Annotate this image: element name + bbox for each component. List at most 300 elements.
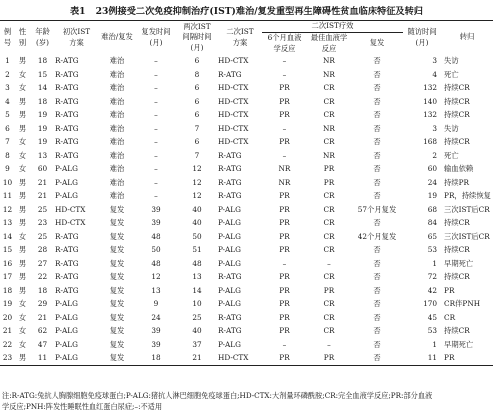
cell-refractory-relapse: 难治 bbox=[109, 137, 125, 146]
cell-first-ist: P-ALG bbox=[55, 191, 78, 200]
header-age: 年龄 (岁) bbox=[35, 27, 50, 47]
cell-second-ist: P-ALG bbox=[218, 218, 241, 227]
cell-age: 21 bbox=[37, 177, 48, 187]
cell-followup: 132 bbox=[423, 110, 438, 119]
cell-followup: 170 bbox=[423, 299, 438, 308]
cell-hem-response-6m: PR bbox=[279, 312, 290, 322]
cell-sex: 男 bbox=[18, 204, 27, 214]
cell-sex: 女 bbox=[18, 231, 27, 241]
cell-outcome: 三次IST后CR bbox=[444, 204, 490, 214]
cell-hem-response-6m: PR bbox=[279, 245, 290, 254]
cell-second-ist: P-ALG bbox=[218, 245, 241, 254]
header-hem-response-6m: 6个月血液 学反应 bbox=[267, 33, 302, 53]
cell-case-no: 21 bbox=[2, 326, 13, 335]
cell-followup: 2 bbox=[432, 150, 438, 160]
cell-best-hem-response: CR bbox=[323, 96, 335, 106]
cell-outcome: 三次IST后CR bbox=[444, 231, 490, 241]
cell-case-no: 14 bbox=[2, 231, 13, 241]
cell-interval: 40 bbox=[192, 204, 202, 214]
table-header bbox=[0, 21, 493, 55]
cell-age: 25 bbox=[37, 204, 48, 214]
cell-interval: 25 bbox=[192, 312, 202, 322]
header-followup: 随访时间 (月) bbox=[407, 27, 437, 47]
cell-second-ist: P-ALG bbox=[218, 204, 241, 214]
cell-age: 29 bbox=[37, 299, 48, 308]
cell-followup: 3 bbox=[432, 123, 438, 133]
cell-second-ist: HD-CTX bbox=[218, 351, 262, 365]
cell-outcome: 早期死亡 bbox=[444, 258, 474, 268]
cell-followup: 53 bbox=[427, 326, 438, 335]
cell-refractory-relapse: 难治 bbox=[109, 191, 125, 200]
cell-age: 28 bbox=[37, 245, 48, 254]
cell-hem-response-6m: PR bbox=[279, 231, 290, 241]
cell-interval: 7 bbox=[194, 150, 200, 160]
cell-relapse: 否 bbox=[373, 299, 381, 308]
note-line: 注:R-ATG:兔抗人胸腺细胞免疫球蛋白;P-ALG:猪抗人淋巴细胞免疫球蛋白;HD-CTX:大剂量环磷酰胺;CR:完全血液学反应;PR:部分血液 bbox=[2, 391, 433, 400]
cell-case-no: 8 bbox=[5, 150, 10, 160]
cell-best-hem-response: NR bbox=[323, 150, 335, 160]
cell-age: 14 bbox=[37, 83, 48, 92]
cell-interval: 12 bbox=[192, 164, 202, 173]
cell-followup: 24 bbox=[427, 177, 438, 187]
cell-age: 47 bbox=[37, 339, 48, 349]
cell-relapse: 否 bbox=[373, 123, 381, 133]
table-row bbox=[0, 176, 493, 190]
cell-relapse: 否 bbox=[373, 69, 381, 79]
cell-relapse: 否 bbox=[373, 110, 381, 119]
cell-sex: 女 bbox=[18, 83, 27, 92]
cell-second-ist: R-ATG bbox=[218, 312, 242, 322]
cell-hem-response-6m: – bbox=[282, 258, 287, 268]
cell-hem-response-6m: PR bbox=[279, 83, 290, 92]
cell-relapse-time: 12 bbox=[151, 272, 161, 281]
cell-second-ist: P-ALG bbox=[218, 339, 241, 349]
cell-second-ist: HD-CTX bbox=[218, 83, 249, 92]
cell-second-ist: R-ATG bbox=[218, 272, 242, 281]
cell-refractory-relapse: 复发 bbox=[109, 339, 125, 349]
cell-followup: 68 bbox=[427, 204, 438, 214]
cell-relapse-time: – bbox=[154, 69, 158, 79]
table-caption bbox=[0, 3, 493, 17]
cell-relapse-time: 48 bbox=[151, 258, 161, 268]
cell-case-no: 7 bbox=[5, 137, 10, 146]
cell-refractory-relapse: 复发 bbox=[109, 218, 125, 227]
cell-hem-response-6m: PR bbox=[279, 110, 290, 119]
cell-hem-response-6m: PR bbox=[279, 191, 290, 200]
table-row bbox=[0, 81, 493, 95]
cell-interval: 50 bbox=[192, 231, 202, 241]
cell-followup: 11 bbox=[403, 351, 441, 365]
cell-relapse-time: – bbox=[154, 150, 158, 160]
cell-best-hem-response: CR bbox=[323, 218, 335, 227]
cell-relapse-time: 9 bbox=[153, 299, 159, 308]
cell-best-hem-response: CR bbox=[323, 231, 335, 241]
cell-outcome: 死亡 bbox=[444, 69, 459, 79]
cell-relapse-time: – bbox=[154, 96, 158, 106]
cell-sex: 男 bbox=[18, 56, 27, 65]
cell-relapse: 否 bbox=[351, 351, 403, 365]
cell-outcome: 持续CR bbox=[444, 272, 470, 281]
cell-best-hem-response: CR bbox=[323, 245, 335, 254]
cell-relapse-time: 39 bbox=[151, 218, 161, 227]
cell-sex: 男 bbox=[18, 245, 27, 254]
cell-case-no: 6 bbox=[5, 123, 10, 133]
cell-relapse-time: 18 bbox=[136, 351, 176, 365]
cell-best-hem-response: CR bbox=[323, 83, 335, 92]
table-row bbox=[0, 68, 493, 82]
cell-sex: 男 bbox=[18, 218, 27, 227]
cell-hem-response-6m: – bbox=[282, 150, 287, 160]
cell-hem-response-6m: – bbox=[282, 56, 287, 65]
cell-sex: 女 bbox=[18, 299, 27, 308]
table-row bbox=[0, 122, 493, 136]
cell-interval: 6 bbox=[194, 96, 200, 106]
cell-age: 25 bbox=[37, 231, 48, 241]
cell-outcome: 死亡 bbox=[444, 150, 459, 160]
cell-outcome: 持续CR bbox=[444, 218, 470, 227]
cell-outcome: 持续PR bbox=[444, 177, 470, 187]
cell-age: 62 bbox=[37, 326, 48, 335]
table-row bbox=[0, 203, 493, 217]
cell-second-ist: R-ATG bbox=[218, 326, 242, 335]
cell-case-no: 18 bbox=[2, 285, 13, 295]
cell-refractory-relapse: 难治 bbox=[109, 69, 125, 79]
cell-outcome: 输血依赖 bbox=[444, 164, 474, 173]
cell-first-ist: P-ALG bbox=[55, 339, 78, 349]
cell-sex: 男 bbox=[18, 272, 27, 281]
cell-second-ist: R-ATG bbox=[218, 164, 242, 173]
cell-hem-response-6m: – bbox=[282, 69, 287, 79]
cell-case-no: 20 bbox=[2, 312, 13, 322]
cell-refractory-relapse: 难治 bbox=[109, 83, 125, 92]
cell-case-no: 9 bbox=[5, 164, 10, 173]
cell-second-ist: R-ATG bbox=[218, 150, 242, 160]
cell-case-no: 19 bbox=[2, 299, 13, 308]
cell-first-ist: R-ATG bbox=[55, 285, 79, 295]
cell-relapse-time: 39 bbox=[151, 339, 161, 349]
cell-age: 13 bbox=[37, 150, 48, 160]
cell-age: 23 bbox=[37, 218, 48, 227]
cell-interval: 14 bbox=[192, 285, 202, 295]
cell-best-hem-response: NR bbox=[323, 56, 335, 65]
table-row bbox=[0, 338, 493, 352]
cell-best-hem-response: CR bbox=[323, 191, 335, 200]
cell-hem-response-6m: NR bbox=[278, 177, 291, 187]
cell-outcome: PR bbox=[444, 285, 455, 295]
cell-outcome: PR，持续恢复 bbox=[444, 191, 491, 200]
cell-refractory-relapse: 复发 bbox=[109, 312, 125, 322]
cell-sex: 女 bbox=[18, 312, 27, 322]
cell-followup: 168 bbox=[423, 137, 438, 146]
table-row bbox=[0, 135, 493, 149]
cell-age: 19 bbox=[37, 137, 48, 146]
cell-hem-response-6m: NR bbox=[278, 164, 291, 173]
cell-first-ist: R-ATG bbox=[55, 137, 79, 146]
cell-refractory-relapse: 复发 bbox=[109, 285, 125, 295]
cell-first-ist: R-ATG bbox=[55, 83, 79, 92]
cell-best-hem-response: CR bbox=[323, 204, 335, 214]
cell-relapse-time: – bbox=[154, 110, 158, 119]
cell-followup: 1 bbox=[432, 339, 438, 349]
cell-relapse-time: 48 bbox=[151, 231, 161, 241]
cell-interval: 6 bbox=[194, 110, 200, 119]
cell-refractory-relapse: 复发 bbox=[109, 258, 125, 268]
header-relapse-time: 复发时间 (月) bbox=[141, 27, 171, 47]
header-efficacy-group: 二次IST疗效 bbox=[262, 21, 403, 33]
cell-best-hem-response: NR bbox=[323, 69, 335, 79]
cell-age: 60 bbox=[37, 164, 48, 173]
cell-hem-response-6m: PR bbox=[279, 137, 290, 146]
cell-outcome: 持续CR bbox=[444, 326, 470, 335]
cell-case-no: 17 bbox=[2, 272, 13, 281]
cell-sex: 女 bbox=[18, 69, 27, 79]
cell-interval: 12 bbox=[192, 177, 202, 187]
cell-outcome: 持续CR bbox=[444, 83, 470, 92]
cell-age: 18 bbox=[37, 285, 48, 295]
cell-followup: 53 bbox=[427, 245, 438, 254]
table-row bbox=[0, 270, 493, 284]
cell-case-no: 22 bbox=[2, 339, 13, 349]
cell-refractory-relapse: 难治 bbox=[109, 110, 125, 119]
cell-interval: 21 bbox=[176, 351, 218, 365]
cell-relapse: 否 bbox=[373, 164, 381, 173]
clinical-table bbox=[0, 20, 493, 366]
cell-interval: 13 bbox=[192, 272, 202, 281]
cell-case-no: 1 bbox=[5, 56, 10, 65]
cell-hem-response-6m: – bbox=[282, 339, 287, 349]
header-best-hem-response: 最佳血液学 反应 bbox=[310, 33, 348, 53]
cell-relapse: 否 bbox=[373, 272, 381, 281]
table-row bbox=[0, 297, 493, 311]
cell-followup: 140 bbox=[423, 96, 438, 106]
cell-outcome: CR伴PNH bbox=[444, 299, 481, 308]
cell-best-hem-response: CR bbox=[323, 312, 335, 322]
table-row bbox=[0, 284, 493, 298]
cell-first-ist: R-ATG bbox=[55, 150, 79, 160]
cell-sex: 男 bbox=[18, 258, 27, 268]
cell-sex: 男 bbox=[18, 191, 27, 200]
cell-followup: 84 bbox=[427, 218, 438, 227]
cell-followup: 60 bbox=[427, 164, 438, 173]
cell-relapse: 否 bbox=[373, 137, 381, 146]
cell-relapse: 否 bbox=[373, 326, 381, 335]
cell-second-ist: HD-CTX bbox=[218, 123, 249, 133]
cell-first-ist: R-ATG bbox=[55, 258, 79, 268]
cell-best-hem-response: CR bbox=[323, 272, 335, 281]
cell-interval: 7 bbox=[194, 123, 200, 133]
cell-age: 22 bbox=[37, 272, 48, 281]
cell-interval: 40 bbox=[192, 218, 202, 227]
header-second-ist: 二次IST 方案 bbox=[226, 27, 254, 47]
cell-relapse-time: – bbox=[154, 56, 158, 65]
cell-relapse: 57个月复发 bbox=[357, 204, 397, 214]
cell-followup: 72 bbox=[427, 272, 438, 281]
cell-sex: 女 bbox=[18, 150, 27, 160]
cell-first-ist: P-ALG bbox=[55, 312, 78, 322]
cell-best-hem-response: PR bbox=[307, 351, 351, 365]
cell-refractory-relapse: 难治 bbox=[109, 164, 125, 173]
cell-interval: 6 bbox=[194, 56, 200, 65]
table-body bbox=[0, 54, 493, 365]
cell-relapse: 否 bbox=[373, 312, 381, 322]
cell-relapse-time: 13 bbox=[151, 285, 161, 295]
cell-second-ist: P-ALG bbox=[218, 299, 241, 308]
cell-first-ist: HD-CTX bbox=[55, 204, 86, 214]
cell-first-ist: R-ATG bbox=[55, 272, 79, 281]
cell-second-ist: R-ATG bbox=[218, 69, 242, 79]
cell-first-ist: R-ATG bbox=[55, 231, 79, 241]
cell-relapse: 否 bbox=[373, 339, 381, 349]
table-number: 表1 bbox=[69, 6, 86, 17]
cell-followup: 65 bbox=[427, 231, 438, 241]
cell-outcome: 持续CR bbox=[444, 110, 470, 119]
cell-relapse: 42个月复发 bbox=[357, 231, 397, 241]
cell-relapse-time: – bbox=[154, 137, 158, 146]
cell-age: 18 bbox=[37, 56, 48, 65]
cell-refractory-relapse: 复发 bbox=[109, 245, 125, 254]
cell-sex: 男 bbox=[18, 123, 27, 133]
cell-age: 19 bbox=[37, 110, 48, 119]
table-row bbox=[0, 95, 493, 109]
cell-followup: 1 bbox=[432, 258, 438, 268]
cell-relapse: 否 bbox=[373, 258, 381, 268]
cell-relapse-time: 39 bbox=[151, 204, 161, 214]
cell-sex: 男 bbox=[18, 96, 27, 106]
header-first-ist: 初次IST 方案 bbox=[62, 27, 91, 47]
cell-interval: 37 bbox=[192, 339, 202, 349]
header-interval: 两次IST 间隔时间 (月) bbox=[182, 21, 212, 52]
cell-best-hem-response: PR bbox=[323, 164, 335, 173]
table-row bbox=[0, 243, 493, 257]
cell-interval: 6 bbox=[194, 83, 200, 92]
cell-first-ist: HD-CTX bbox=[55, 218, 86, 227]
cell-relapse: 否 bbox=[373, 96, 381, 106]
cell-sex: 女 bbox=[18, 326, 27, 335]
cell-sex: 男 bbox=[15, 351, 30, 365]
cell-refractory-relapse: 复发 bbox=[98, 351, 136, 365]
cell-outcome: 失访 bbox=[444, 123, 459, 133]
cell-hem-response-6m: PR bbox=[279, 204, 290, 214]
table-row bbox=[0, 216, 493, 230]
cell-refractory-relapse: 难治 bbox=[109, 96, 125, 106]
table-row bbox=[0, 54, 493, 68]
cell-case-no: 16 bbox=[2, 258, 13, 268]
cell-sex: 男 bbox=[18, 110, 27, 119]
cell-followup: 19 bbox=[427, 191, 438, 200]
cell-second-ist: HD-CTX bbox=[218, 56, 249, 65]
cell-interval: 51 bbox=[192, 245, 202, 254]
cell-refractory-relapse: 难治 bbox=[109, 56, 125, 65]
cell-relapse: 否 bbox=[373, 245, 381, 254]
cell-relapse-time: 50 bbox=[151, 245, 161, 254]
cell-second-ist: R-ATG bbox=[218, 177, 242, 187]
cell-hem-response-6m: PR bbox=[279, 299, 290, 308]
table-row bbox=[0, 351, 493, 365]
cell-relapse-time: – bbox=[154, 83, 158, 92]
cell-sex: 女 bbox=[18, 164, 27, 173]
cell-interval: 8 bbox=[194, 69, 200, 79]
header-refractory-relapse: 难治/复发 bbox=[101, 32, 133, 42]
cell-relapse: 否 bbox=[373, 191, 381, 200]
cell-best-hem-response: CR bbox=[323, 137, 335, 146]
cell-case-no: 10 bbox=[2, 177, 13, 187]
cell-age: 18 bbox=[37, 96, 48, 106]
cell-case-no: 5 bbox=[5, 110, 10, 119]
cell-second-ist: P-ALG bbox=[218, 231, 241, 241]
cell-outcome: 持续CR bbox=[444, 137, 470, 146]
cell-refractory-relapse: 复发 bbox=[109, 204, 125, 214]
table-title: 23例接受二次免疫抑制治疗(IST)难治/复发重型再生障碍性贫血临床特征及转归 bbox=[95, 6, 423, 17]
cell-hem-response-6m: PR bbox=[279, 96, 290, 106]
cell-relapse: 否 bbox=[373, 218, 381, 227]
cell-second-ist: HD-CTX bbox=[218, 96, 249, 106]
cell-best-hem-response: NR bbox=[323, 123, 335, 133]
cell-relapse-time: – bbox=[154, 177, 158, 187]
cell-outcome: PR bbox=[441, 351, 493, 365]
cell-relapse: 否 bbox=[373, 285, 381, 295]
cell-outcome: 持续CR bbox=[444, 245, 470, 254]
table-row bbox=[0, 311, 493, 325]
cell-second-ist: HD-CTX bbox=[218, 137, 249, 146]
cell-relapse-time: – bbox=[154, 123, 158, 133]
cell-relapse: 否 bbox=[373, 177, 381, 187]
cell-second-ist: P-ALG bbox=[218, 258, 241, 268]
header-relapse: 复发 bbox=[369, 38, 385, 48]
cell-case-no: 23 bbox=[0, 351, 15, 365]
cell-outcome: CR bbox=[444, 312, 456, 322]
cell-refractory-relapse: 复发 bbox=[109, 326, 125, 335]
table-row bbox=[0, 324, 493, 338]
cell-relapse: 否 bbox=[373, 56, 381, 65]
cell-refractory-relapse: 难治 bbox=[109, 123, 125, 133]
cell-case-no: 12 bbox=[2, 204, 13, 214]
cell-interval: 12 bbox=[192, 191, 202, 200]
cell-age: 15 bbox=[37, 69, 48, 79]
cell-followup: 42 bbox=[427, 285, 438, 295]
cell-first-ist: P-ALG bbox=[55, 326, 78, 335]
cell-relapse: 否 bbox=[373, 83, 381, 92]
cell-outcome: 持续CR bbox=[444, 96, 470, 106]
cell-best-hem-response: – bbox=[327, 339, 331, 349]
cell-followup: 132 bbox=[423, 83, 438, 92]
cell-sex: 男 bbox=[18, 177, 27, 187]
table-notes bbox=[2, 391, 491, 412]
cell-age: 21 bbox=[37, 191, 48, 200]
cell-relapse-time: 24 bbox=[151, 312, 161, 322]
cell-case-no: 13 bbox=[2, 218, 13, 227]
cell-first-ist: R-ATG bbox=[55, 123, 79, 133]
cell-hem-response-6m: PR bbox=[279, 285, 290, 295]
cell-sex: 女 bbox=[18, 137, 27, 146]
cell-case-no: 2 bbox=[5, 69, 10, 79]
cell-hem-response-6m: PR bbox=[279, 218, 290, 227]
table-row bbox=[0, 230, 493, 244]
cell-refractory-relapse: 难治 bbox=[109, 177, 125, 187]
cell-hem-response-6m: PR bbox=[262, 351, 307, 365]
cell-case-no: 15 bbox=[2, 245, 13, 254]
cell-second-ist: HD-CTX bbox=[218, 110, 249, 119]
cell-first-ist: R-ATG bbox=[55, 245, 79, 254]
cell-interval: 6 bbox=[194, 137, 200, 146]
cell-interval: 10 bbox=[192, 299, 202, 308]
cell-best-hem-response: PR bbox=[323, 285, 335, 295]
cell-age: 19 bbox=[37, 123, 48, 133]
cell-followup: 3 bbox=[432, 56, 438, 65]
cell-refractory-relapse: 复发 bbox=[109, 231, 125, 241]
cell-best-hem-response: CR bbox=[323, 299, 335, 308]
cell-sex: 男 bbox=[18, 285, 27, 295]
cell-refractory-relapse: 复发 bbox=[109, 272, 125, 281]
